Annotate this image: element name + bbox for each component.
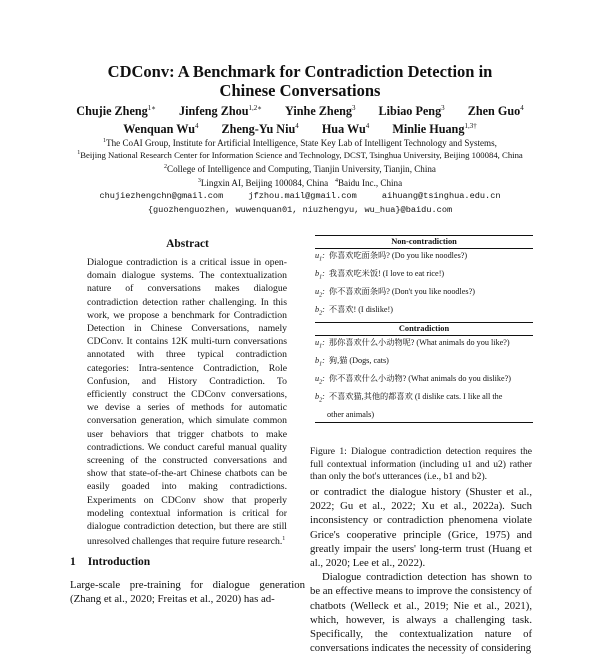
section-title: Introduction (87, 556, 151, 568)
paper-title (0, 62, 600, 100)
author: Chujie Zheng$^{1∗}$ (76, 104, 156, 119)
affiliation: $^1$The CoAI Group, Institute for Artificial Intelligence, State Key Lab of Intelligent Technology and Systems, (103, 138, 497, 149)
email-address[interactable]: aihuang@tsinghua.edu.cn (381, 191, 501, 201)
author: Wenquan Wu$^4$ (123, 122, 199, 137)
abstract-heading: Abstract (166, 238, 209, 250)
email-address[interactable]: {guozhenguozhen, wuwenquan01, niuzhengyu, wu_hua}@baidu.com (147, 205, 453, 215)
email-address[interactable]: chujiezhengchn@gmail.com (99, 191, 224, 201)
footnote-mark[interactable]: 1 (282, 536, 286, 543)
author-list (0, 101, 600, 137)
abstract-body (87, 256, 287, 549)
section-heading (70, 556, 150, 568)
title-line-1: CDConv: A Benchmark for Contradiction Detection in (107, 62, 493, 81)
paragraph: or contradict the dialogue history (Shuster et al., 2022; Gu et al., 2022; Xu et al., 2022a). Such inconsistency or contradiction phenomena violate Grice's cooperative principle (Grice, 1975) and greatly impair the users' long-term trust (Huang et al., 2020; Lee et al., 2022). (310, 486, 532, 570)
table-row: $b_2$: 不喜欢! (I dislike!) (315, 305, 393, 318)
figure-1-table (315, 235, 533, 423)
email-line (0, 191, 600, 202)
paragraph: Dialogue contradiction detection has shown to be an effective means to improve the consistency of chatbots (Welleck et al., 2019; Nie et al., 2021), which, however, is always a challenging task. Specifically, the contextualization nature of conversations indicates the necessity of considering (310, 571, 532, 655)
affiliation: $^1$Beijing National Research Center for Information Science and Technology, DCST, Tsinghua University, Beijing 100084, China (77, 149, 523, 160)
table-row: $u_1$: 你喜欢吃面条吗? (Do you like noodles?) (315, 251, 468, 263)
table-row: $u_2$: 你不喜欢面条吗? (Don't you like noodles?) (315, 287, 475, 299)
section-number: 1 (70, 556, 76, 568)
author: Minlie Huang$^{1,3\dagger}$ (392, 122, 477, 137)
author: Zhen Guo$^4$ (467, 104, 524, 119)
table-row: other animals) (327, 410, 375, 420)
right-column-body (310, 485, 532, 655)
title-line-2: Chinese Conversations (219, 81, 381, 100)
table-row: $b_1$: 狗,猫 (Dogs, cats) (315, 355, 389, 368)
author: Jinfeng Zhou$^{1,2∗}$ (179, 104, 262, 119)
author: Yinhe Zheng$^3$ (285, 104, 356, 119)
email-address[interactable]: jfzhou.mail@gmail.com (248, 191, 357, 201)
table-row: $u_1$: 那你喜欢什么小动物呢? (What animals do you like?) (315, 337, 510, 350)
table-header: Non-contradiction (391, 237, 457, 246)
table-header: Contradiction (398, 323, 450, 333)
abstract-text: Dialogue contradiction is a critical issue in open-domain dialogue systems. The contextualization nature of conversations makes dialogue contradiction detection rather challenging. In this work, we propose a benchmark for Contradiction Detection in Chinese Conversations, namely CDConv. It contains 12K multi-turn conversations annotated with three typical contradiction categories: Intra-sentence Contradiction, Role Confusion, and History Contradiction. To efficiently construct the CDConv conversations, we devise a series of methods for automatic conversation generation, which simulate common user behaviors that trigger chatbots to make contradictions. We conduct careful manual quality screening of the constructed conversations and show that state-of-the-art Chinese chatbots can be easily goaded into making contradictions. Experiments on CDConv show that properly modeling contextual information is critical for dialogue contradiction detection, but there are still unresolved challenges that require future research. (87, 257, 287, 548)
figure-caption: Figure 1: Dialogue contradiction detection requires the full contextual information (including u1 and u2) rather than only the bot's utterances (i.e., b1 and b2). (310, 446, 532, 483)
table-row: $b_2$: 不喜欢猫,其他的都喜欢 (I dislike cats. I like all the (315, 391, 503, 404)
table-row: $u_2$: 你不喜欢什么小动物? (What animals do you dislike?) (315, 373, 512, 386)
affiliation: $^3$Lingxin AI, Beijing 100084, China $^4$Baidu Inc., China (197, 178, 403, 189)
author: Zheng-Yu Niu$^4$ (221, 122, 299, 137)
author: Hua Wu$^4$ (321, 122, 370, 137)
table-row: $b_1$: 我喜欢吃米饭! (I love to eat rice!) (315, 269, 445, 281)
table-rule (315, 422, 533, 423)
affiliation: $^2$College of Intelligence and Computing, Tianjin University, Tianjin, China (164, 164, 436, 175)
author: Libiao Peng$^3$ (378, 104, 445, 119)
intro-text: Large-scale pre-training for dialogue generation (Zhang et al., 2020; Freitas et al., 2020) has ad- (70, 579, 305, 605)
email-line (0, 205, 600, 216)
